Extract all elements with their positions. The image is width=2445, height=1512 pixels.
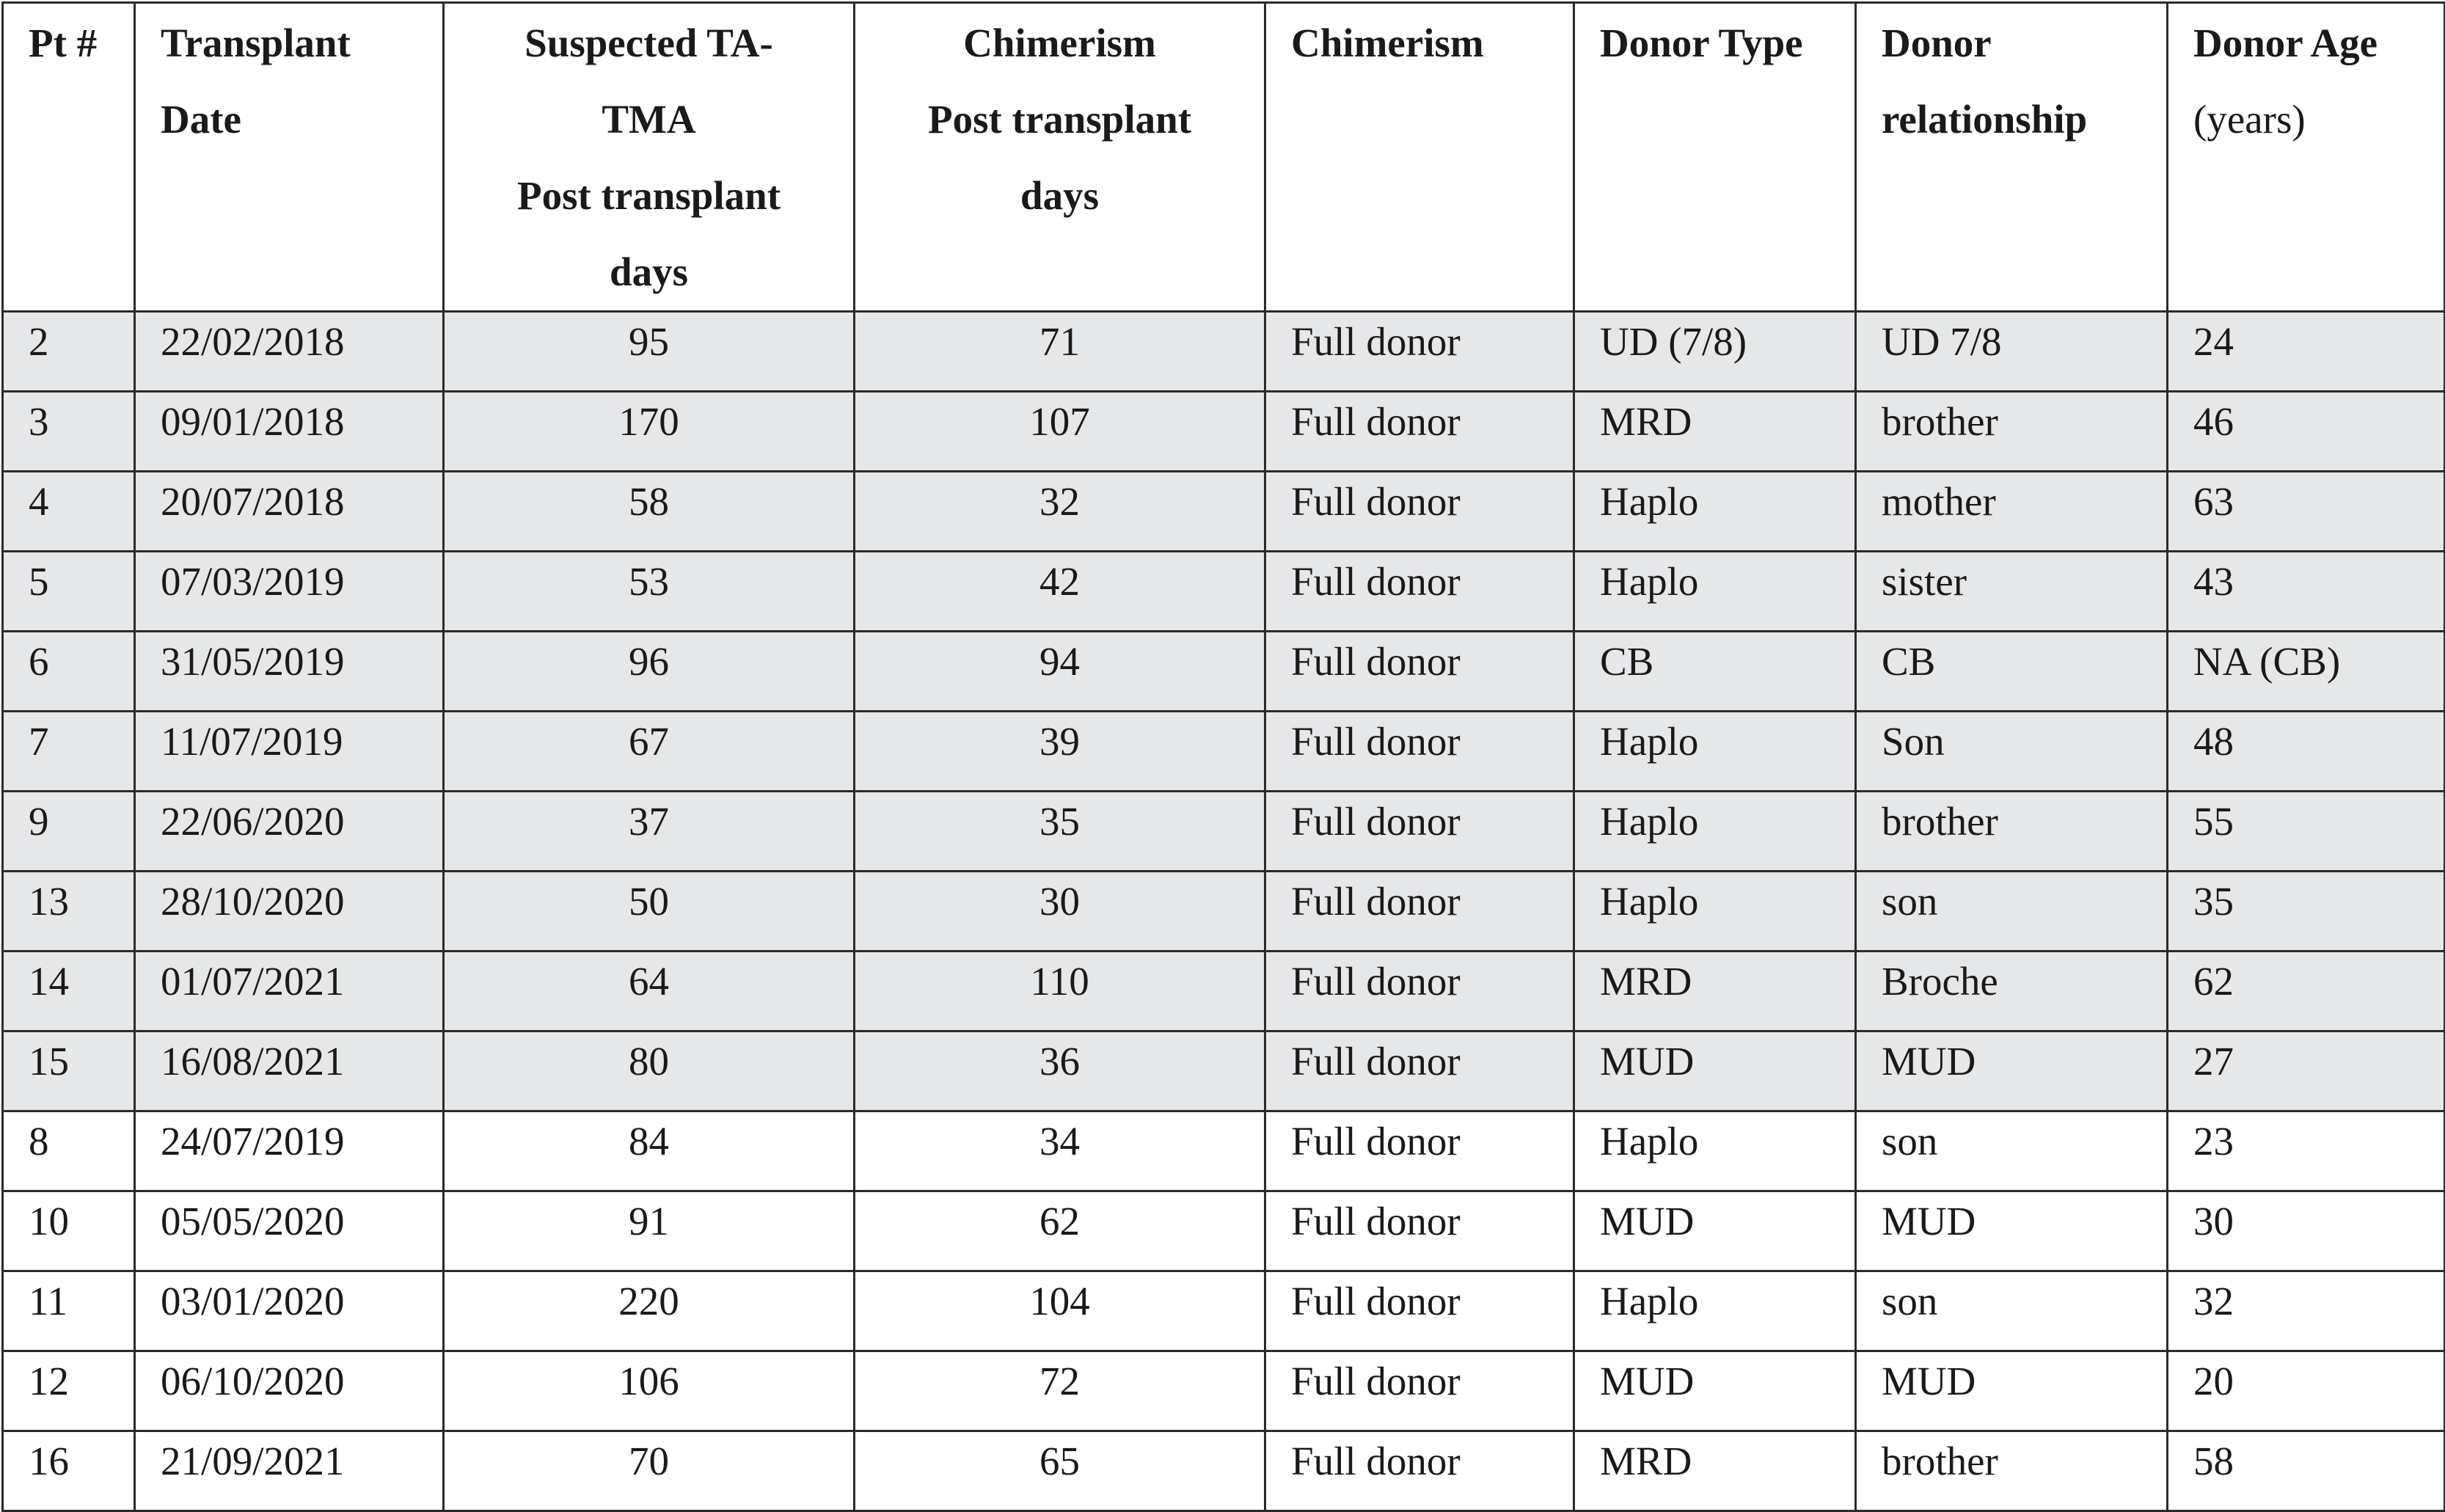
cell-pt: 16 (3, 1431, 135, 1511)
cell-donor-age: 55 (2168, 792, 2445, 872)
cell-donor-relationship: Son (1856, 712, 2168, 792)
cell-donor-age: 30 (2168, 1191, 2445, 1271)
cell-transplant-date: 05/05/2020 (135, 1191, 444, 1271)
cell-suspected-ta-tma-days: 50 (444, 872, 855, 952)
cell-chimerism: Full donor (1265, 1031, 1574, 1111)
header-pt: Pt # (3, 3, 135, 312)
cell-donor-type: Haplo (1574, 1111, 1856, 1191)
cell-suspected-ta-tma-days: 53 (444, 552, 855, 632)
cell-pt: 7 (3, 712, 135, 792)
cell-donor-age: 24 (2168, 312, 2445, 392)
cell-donor-type: Haplo (1574, 792, 1856, 872)
cell-suspected-ta-tma-days: 220 (444, 1271, 855, 1351)
cell-transplant-date: 07/03/2019 (135, 552, 444, 632)
cell-suspected-ta-tma-days: 106 (444, 1351, 855, 1431)
cell-chimerism-days: 42 (855, 552, 1265, 632)
transplant-data-table (1, 1, 2445, 1512)
cell-suspected-ta-tma-days: 84 (444, 1111, 855, 1191)
cell-pt: 15 (3, 1031, 135, 1111)
table-row (3, 1271, 2445, 1351)
cell-pt: 6 (3, 632, 135, 712)
cell-pt: 2 (3, 312, 135, 392)
cell-donor-age: 46 (2168, 392, 2445, 472)
table-row (3, 952, 2445, 1031)
cell-suspected-ta-tma-days: 170 (444, 392, 855, 472)
cell-chimerism-days: 104 (855, 1271, 1265, 1351)
cell-donor-relationship: MUD (1856, 1351, 2168, 1431)
cell-donor-relationship: brother (1856, 392, 2168, 472)
table-row (3, 1111, 2445, 1191)
header-donor-type: Donor Type (1574, 3, 1856, 312)
cell-donor-relationship: brother (1856, 1431, 2168, 1511)
cell-donor-age: 43 (2168, 552, 2445, 632)
cell-donor-age: NA (CB) (2168, 632, 2445, 712)
cell-pt: 10 (3, 1191, 135, 1271)
cell-transplant-date: 22/02/2018 (135, 312, 444, 392)
cell-chimerism: Full donor (1265, 1111, 1574, 1191)
cell-chimerism: Full donor (1265, 872, 1574, 952)
cell-pt: 11 (3, 1271, 135, 1351)
cell-pt: 14 (3, 952, 135, 1031)
cell-chimerism-days: 72 (855, 1351, 1265, 1431)
cell-chimerism: Full donor (1265, 472, 1574, 552)
cell-suspected-ta-tma-days: 58 (444, 472, 855, 552)
cell-donor-type: MRD (1574, 952, 1856, 1031)
cell-donor-relationship: CB (1856, 632, 2168, 712)
cell-pt: 9 (3, 792, 135, 872)
cell-transplant-date: 09/01/2018 (135, 392, 444, 472)
cell-pt: 12 (3, 1351, 135, 1431)
cell-donor-relationship: MUD (1856, 1191, 2168, 1271)
table-row (3, 1351, 2445, 1431)
cell-chimerism-days: 35 (855, 792, 1265, 872)
cell-donor-age: 63 (2168, 472, 2445, 552)
cell-chimerism: Full donor (1265, 312, 1574, 392)
cell-transplant-date: 16/08/2021 (135, 1031, 444, 1111)
cell-donor-type: Haplo (1574, 472, 1856, 552)
cell-donor-relationship: Broche (1856, 952, 2168, 1031)
cell-chimerism-days: 65 (855, 1431, 1265, 1511)
cell-donor-type: UD (7/8) (1574, 312, 1856, 392)
cell-donor-age: 27 (2168, 1031, 2445, 1111)
cell-chimerism-days: 34 (855, 1111, 1265, 1191)
table-row (3, 632, 2445, 712)
cell-donor-age: 58 (2168, 1431, 2445, 1511)
cell-chimerism: Full donor (1265, 952, 1574, 1031)
table-row (3, 1431, 2445, 1511)
table-row (3, 1191, 2445, 1271)
cell-pt: 13 (3, 872, 135, 952)
cell-pt: 5 (3, 552, 135, 632)
cell-chimerism: Full donor (1265, 1431, 1574, 1511)
cell-chimerism: Full donor (1265, 1351, 1574, 1431)
header-donor-relationship: Donor relationship (1856, 3, 2168, 312)
cell-chimerism-days: 32 (855, 472, 1265, 552)
cell-donor-relationship: son (1856, 1271, 2168, 1351)
cell-donor-relationship: UD 7/8 (1856, 312, 2168, 392)
cell-donor-age: 62 (2168, 952, 2445, 1031)
cell-chimerism-days: 30 (855, 872, 1265, 952)
cell-transplant-date: 21/09/2021 (135, 1431, 444, 1511)
cell-transplant-date: 24/07/2019 (135, 1111, 444, 1191)
table-header-row (3, 3, 2445, 312)
cell-donor-type: MRD (1574, 392, 1856, 472)
cell-chimerism: Full donor (1265, 1191, 1574, 1271)
cell-suspected-ta-tma-days: 96 (444, 632, 855, 712)
cell-donor-type: MUD (1574, 1191, 1856, 1271)
cell-suspected-ta-tma-days: 80 (444, 1031, 855, 1111)
cell-donor-relationship: MUD (1856, 1031, 2168, 1111)
cell-donor-relationship: son (1856, 872, 2168, 952)
cell-chimerism-days: 107 (855, 392, 1265, 472)
cell-pt: 4 (3, 472, 135, 552)
cell-chimerism-days: 39 (855, 712, 1265, 792)
cell-transplant-date: 01/07/2021 (135, 952, 444, 1031)
cell-chimerism: Full donor (1265, 792, 1574, 872)
header-transplant-date: Transplant Date (135, 3, 444, 312)
table-body (3, 312, 2445, 1511)
cell-suspected-ta-tma-days: 67 (444, 712, 855, 792)
cell-chimerism: Full donor (1265, 1271, 1574, 1351)
cell-transplant-date: 11/07/2019 (135, 712, 444, 792)
cell-donor-age: 48 (2168, 712, 2445, 792)
cell-donor-type: Haplo (1574, 872, 1856, 952)
cell-transplant-date: 28/10/2020 (135, 872, 444, 952)
cell-pt: 3 (3, 392, 135, 472)
cell-pt: 8 (3, 1111, 135, 1191)
cell-donor-relationship: son (1856, 1111, 2168, 1191)
cell-donor-relationship: brother (1856, 792, 2168, 872)
cell-transplant-date: 22/06/2020 (135, 792, 444, 872)
cell-suspected-ta-tma-days: 70 (444, 1431, 855, 1511)
cell-donor-type: MRD (1574, 1431, 1856, 1511)
cell-donor-age: 35 (2168, 872, 2445, 952)
table-row (3, 312, 2445, 392)
cell-donor-relationship: sister (1856, 552, 2168, 632)
cell-transplant-date: 20/07/2018 (135, 472, 444, 552)
cell-chimerism-days: 36 (855, 1031, 1265, 1111)
table-row (3, 712, 2445, 792)
table-row (3, 552, 2445, 632)
cell-suspected-ta-tma-days: 64 (444, 952, 855, 1031)
header-donor-age: Donor Age (years) (2168, 3, 2445, 312)
cell-donor-relationship: mother (1856, 472, 2168, 552)
cell-chimerism-days: 62 (855, 1191, 1265, 1271)
cell-chimerism: Full donor (1265, 632, 1574, 712)
cell-suspected-ta-tma-days: 95 (444, 312, 855, 392)
header-chimerism-days: Chimerism Post transplant days (855, 3, 1265, 312)
cell-chimerism-days: 71 (855, 312, 1265, 392)
cell-donor-type: Haplo (1574, 712, 1856, 792)
cell-chimerism-days: 110 (855, 952, 1265, 1031)
table-row (3, 872, 2445, 952)
cell-transplant-date: 03/01/2020 (135, 1271, 444, 1351)
cell-donor-age: 23 (2168, 1111, 2445, 1191)
cell-donor-age: 20 (2168, 1351, 2445, 1431)
table-row (3, 472, 2445, 552)
cell-chimerism: Full donor (1265, 552, 1574, 632)
cell-suspected-ta-tma-days: 37 (444, 792, 855, 872)
header-suspected-ta-tma-days: Suspected TA- TMA Post transplant days (444, 3, 855, 312)
cell-donor-age: 32 (2168, 1271, 2445, 1351)
cell-donor-type: Haplo (1574, 552, 1856, 632)
table-row (3, 792, 2445, 872)
table-row (3, 392, 2445, 472)
cell-suspected-ta-tma-days: 91 (444, 1191, 855, 1271)
cell-chimerism: Full donor (1265, 392, 1574, 472)
cell-donor-type: MUD (1574, 1351, 1856, 1431)
cell-transplant-date: 06/10/2020 (135, 1351, 444, 1431)
header-chimerism: Chimerism (1265, 3, 1574, 312)
cell-transplant-date: 31/05/2019 (135, 632, 444, 712)
cell-donor-type: Haplo (1574, 1271, 1856, 1351)
cell-donor-type: CB (1574, 632, 1856, 712)
cell-chimerism-days: 94 (855, 632, 1265, 712)
cell-donor-type: MUD (1574, 1031, 1856, 1111)
cell-chimerism: Full donor (1265, 712, 1574, 792)
table-row (3, 1031, 2445, 1111)
